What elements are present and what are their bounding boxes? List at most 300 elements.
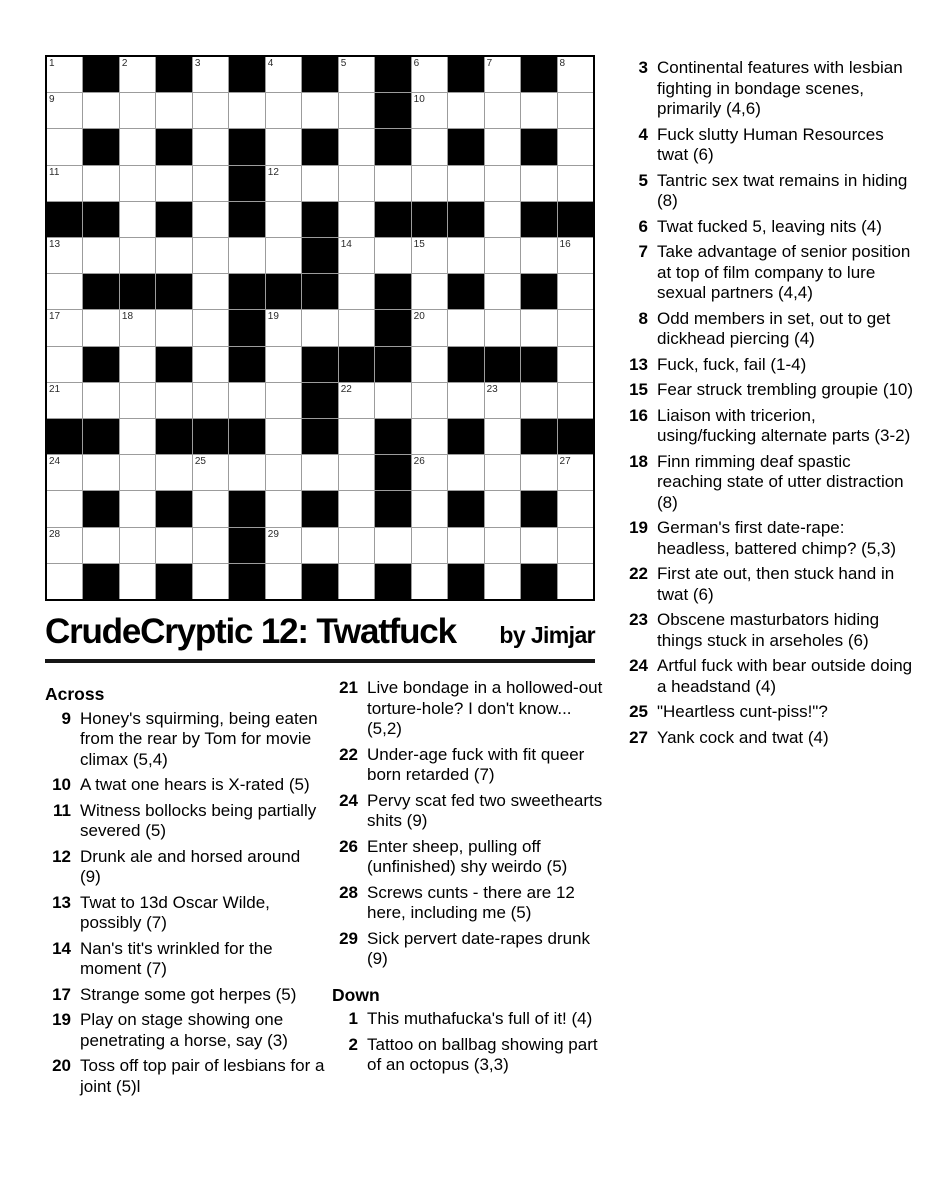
grid-cell-black: [521, 57, 556, 92]
grid-cell-black: [229, 528, 264, 563]
grid-cell[interactable]: [485, 419, 520, 454]
grid-cell[interactable]: [193, 202, 228, 237]
grid-cell[interactable]: [485, 455, 520, 490]
grid-cell[interactable]: [412, 455, 447, 490]
clue-item: [332, 1035, 604, 1076]
grid-cell-black: [521, 347, 556, 382]
grid-cell-black: [521, 274, 556, 309]
grid-cell[interactable]: [485, 383, 520, 418]
grid-cell[interactable]: [485, 166, 520, 201]
clue-item: [622, 242, 918, 304]
grid-cell[interactable]: [193, 57, 228, 92]
grid-cell[interactable]: [339, 383, 374, 418]
grid-cell[interactable]: [485, 274, 520, 309]
grid-cell-black: [375, 419, 410, 454]
grid-cell[interactable]: [558, 129, 593, 164]
grid-cell[interactable]: [521, 383, 556, 418]
grid-cell[interactable]: [266, 528, 301, 563]
grid-cell-black: [302, 419, 337, 454]
grid-cell-black: [521, 564, 556, 599]
cell-number: 18: [121, 311, 134, 323]
grid-cell-black: [229, 57, 264, 92]
grid-cell-black: [448, 274, 483, 309]
cell-number: 27: [559, 456, 571, 468]
clue-text: Under-age fuck with fit queer born retarded (7): [367, 744, 585, 784]
grid-cell[interactable]: [229, 238, 264, 273]
grid-cell[interactable]: [339, 310, 374, 345]
clue-number: 10: [52, 775, 71, 794]
grid-cell[interactable]: [266, 310, 301, 345]
grid-cell[interactable]: [448, 93, 483, 128]
grid-cell[interactable]: [448, 383, 483, 418]
clue-item: [622, 406, 918, 447]
grid-cell[interactable]: [558, 238, 593, 273]
grid-cell[interactable]: [412, 419, 447, 454]
grid-cell[interactable]: [193, 129, 228, 164]
grid-cell[interactable]: [558, 310, 593, 345]
grid-cell[interactable]: [339, 528, 374, 563]
grid-cell[interactable]: [266, 564, 301, 599]
grid-cell[interactable]: [521, 166, 556, 201]
grid-cell-black: [83, 564, 118, 599]
grid-cell-black: [521, 129, 556, 164]
clue-item: [332, 883, 604, 924]
grid-cell[interactable]: [47, 383, 82, 418]
grid-cell[interactable]: [558, 455, 593, 490]
clue-text: Fear struck trembling groupie (10): [657, 380, 914, 399]
grid-cell[interactable]: [485, 528, 520, 563]
cell-number: 21: [49, 383, 61, 395]
grid-cell-black: [229, 166, 264, 201]
clue-text: Witness bollocks being partially severed (5): [80, 800, 317, 840]
grid-cell[interactable]: [521, 93, 556, 128]
grid-cell[interactable]: [83, 238, 118, 273]
grid-cell[interactable]: [302, 310, 337, 345]
grid-cell-black: [156, 57, 191, 92]
grid-cell[interactable]: [156, 528, 191, 563]
grid-cell-black: [521, 202, 556, 237]
clue-number: 18: [629, 451, 648, 471]
grid-cell-black: [375, 491, 410, 526]
clue-text: Honey's squirming, being eaten from the rear by Tom for movie climax (5,4): [80, 708, 318, 769]
grid-cell[interactable]: [47, 347, 82, 382]
cell-number: 26: [413, 456, 425, 468]
grid-cell[interactable]: [83, 455, 118, 490]
down-section: [332, 985, 604, 1076]
grid-cell-black: [302, 57, 337, 92]
grid-cell-black: [229, 491, 264, 526]
grid-cell-black: [229, 274, 264, 309]
grid-cell[interactable]: [266, 166, 301, 201]
grid-cell-black: [375, 310, 410, 345]
grid-cell[interactable]: [266, 455, 301, 490]
grid-cell[interactable]: [558, 528, 593, 563]
clue-text: Take advantage of senior position at top of film company to lure sexual partners (4,4): [657, 242, 911, 302]
grid-cell[interactable]: [156, 93, 191, 128]
grid-cell[interactable]: [156, 238, 191, 273]
clue-item: [332, 678, 604, 740]
clue-text: Finn rimming deaf spastic reaching state of utter distraction (8): [657, 451, 904, 512]
clue-item: [45, 801, 325, 842]
grid-cell[interactable]: [156, 310, 191, 345]
grid-cell[interactable]: [266, 202, 301, 237]
cell-number: 25: [194, 456, 206, 468]
grid-cell[interactable]: [47, 57, 82, 92]
grid-cell[interactable]: [47, 491, 82, 526]
clue-number: 20: [52, 1056, 71, 1075]
grid-cell[interactable]: [266, 93, 301, 128]
grid-cell[interactable]: [412, 491, 447, 526]
grid-cell-black: [412, 202, 447, 237]
grid-cell[interactable]: [558, 57, 593, 92]
grid-cell[interactable]: [412, 347, 447, 382]
grid-cell[interactable]: [485, 129, 520, 164]
grid-cell[interactable]: [302, 166, 337, 201]
grid-cell[interactable]: [375, 383, 410, 418]
grid-cell[interactable]: [266, 383, 301, 418]
clue-number: 28: [339, 882, 358, 902]
across-clues-left: [45, 709, 325, 1098]
clue-number: 13: [629, 354, 648, 374]
grid-cell[interactable]: [339, 564, 374, 599]
middle-clues-column: [332, 678, 604, 1081]
grid-cell[interactable]: [120, 419, 155, 454]
cell-number: 23: [486, 383, 498, 395]
grid-cell[interactable]: [229, 383, 264, 418]
clue-text: Live bondage in a hollowed-out torture-hole? I don't know... (5,2): [367, 678, 603, 738]
grid-cell[interactable]: [521, 528, 556, 563]
grid-cell[interactable]: [339, 57, 374, 92]
grid-cell-black: [47, 419, 82, 454]
grid-cell-black: [448, 57, 483, 92]
grid-cell[interactable]: [83, 310, 118, 345]
grid-cell[interactable]: [485, 238, 520, 273]
grid-cell[interactable]: [339, 202, 374, 237]
clue-text: Fuck, fuck, fail (1-4): [657, 354, 807, 374]
grid-cell[interactable]: [412, 93, 447, 128]
grid-cell[interactable]: [412, 166, 447, 201]
clue-number: 8: [638, 308, 648, 328]
grid-cell[interactable]: [521, 455, 556, 490]
clue-text: First ate out, then stuck hand in twat (6): [657, 564, 895, 604]
grid-cell-black: [83, 129, 118, 164]
grid-cell[interactable]: [266, 419, 301, 454]
grid-cell-black: [83, 57, 118, 92]
grid-cell[interactable]: [448, 455, 483, 490]
grid-cell[interactable]: [375, 528, 410, 563]
grid-cell[interactable]: [412, 57, 447, 92]
grid-cell-black: [302, 347, 337, 382]
grid-cell[interactable]: [266, 129, 301, 164]
grid-cell[interactable]: [412, 274, 447, 309]
grid-cell-black: [156, 491, 191, 526]
clue-item: [45, 893, 325, 934]
clue-text: Play on stage showing one penetrating a horse, say (3): [80, 1010, 288, 1050]
grid-cell-black: [375, 57, 410, 92]
clue-text: Continental features with lesbian fighting in bondage scenes, primarily (4,6): [657, 58, 903, 118]
grid-cell[interactable]: [485, 310, 520, 345]
down-clues-middle: [332, 1009, 604, 1076]
clue-item: [45, 847, 325, 888]
grid-cell[interactable]: [485, 564, 520, 599]
clue-item: [332, 745, 604, 786]
grid-cell[interactable]: [412, 238, 447, 273]
grid-cell[interactable]: [266, 57, 301, 92]
clue-text: German's first date-rape: headless, battered chimp? (5,3): [657, 518, 897, 558]
grid-cell[interactable]: [47, 455, 82, 490]
clue-text: This muthafucka's full of it! (4): [367, 1009, 593, 1028]
clue-item: [45, 985, 325, 1006]
grid-cell[interactable]: [448, 310, 483, 345]
grid-cell-black: [375, 202, 410, 237]
grid-cell-black: [83, 347, 118, 382]
cell-number: 8: [559, 58, 566, 69]
grid-cell[interactable]: [120, 383, 155, 418]
grid-cell[interactable]: [193, 383, 228, 418]
grid-cell[interactable]: [47, 129, 82, 164]
grid-cell[interactable]: [229, 455, 264, 490]
grid-cell[interactable]: [485, 93, 520, 128]
grid-cell-black: [156, 347, 191, 382]
page-title: CrudeCryptic 12: Twatfuck: [45, 612, 456, 651]
clue-number: 4: [638, 124, 648, 144]
grid-cell-black: [229, 202, 264, 237]
grid-cell[interactable]: [448, 238, 483, 273]
clue-item: [622, 656, 918, 697]
down-clues-column: [622, 58, 918, 753]
grid-cell[interactable]: [229, 93, 264, 128]
grid-cell[interactable]: [47, 564, 82, 599]
grid-cell[interactable]: [485, 202, 520, 237]
grid-cell[interactable]: [193, 274, 228, 309]
clue-text: Fuck slutty Human Resources twat (6): [657, 124, 884, 164]
grid-cell[interactable]: [120, 528, 155, 563]
clue-text: Enter sheep, pulling off (unfinished) shy weirdo (5): [367, 836, 568, 876]
grid-cell[interactable]: [193, 347, 228, 382]
grid-cell[interactable]: [485, 491, 520, 526]
grid-cell[interactable]: [412, 129, 447, 164]
grid-cell[interactable]: [339, 129, 374, 164]
grid-cell[interactable]: [412, 564, 447, 599]
clue-text: Toss off top pair of lesbians for a joint (5)l: [80, 1056, 325, 1096]
clue-text: "Heartless cunt-piss!"?: [657, 702, 828, 721]
grid-cell[interactable]: [339, 93, 374, 128]
grid-cell[interactable]: [448, 166, 483, 201]
clue-item: [622, 355, 918, 376]
grid-cell-black: [448, 347, 483, 382]
clue-item: [622, 171, 918, 212]
grid-cell[interactable]: [558, 93, 593, 128]
clue-item: [332, 837, 604, 878]
clue-item: [332, 929, 604, 970]
grid-cell[interactable]: [193, 166, 228, 201]
grid-cell[interactable]: [83, 166, 118, 201]
grid-cell[interactable]: [485, 57, 520, 92]
clue-text: Obscene masturbators hiding things stuck in arseholes (6): [657, 610, 880, 650]
grid-cell[interactable]: [339, 238, 374, 273]
grid-cell[interactable]: [193, 310, 228, 345]
clue-text: Tantric sex twat remains in hiding (8): [657, 170, 908, 210]
grid-cell[interactable]: [120, 310, 155, 345]
clue-item: [332, 791, 604, 832]
grid-cell[interactable]: [558, 383, 593, 418]
cell-number: 12: [267, 166, 279, 178]
grid-cell[interactable]: [339, 166, 374, 201]
grid-cell-black: [229, 347, 264, 382]
clue-text: Strange some got herpes (5): [80, 984, 297, 1004]
across-clues-column: [45, 684, 325, 1102]
grid-cell[interactable]: [558, 564, 593, 599]
clue-number: 23: [629, 610, 648, 629]
grid-cell[interactable]: [448, 528, 483, 563]
grid-cell-black: [302, 238, 337, 273]
grid-cell[interactable]: [120, 238, 155, 273]
clue-number: 27: [629, 727, 648, 747]
grid-cell[interactable]: [375, 238, 410, 273]
grid-cell[interactable]: [120, 129, 155, 164]
clue-item: [622, 452, 918, 514]
crossword-grid: [45, 55, 595, 601]
clue-number: 19: [629, 518, 648, 537]
grid-cell[interactable]: [47, 238, 82, 273]
grid-cell[interactable]: [266, 491, 301, 526]
grid-cell[interactable]: [339, 419, 374, 454]
grid-cell[interactable]: [193, 238, 228, 273]
grid-cell-black: [156, 202, 191, 237]
cell-number: 6: [413, 58, 420, 69]
grid-cell[interactable]: [302, 528, 337, 563]
clue-number: 21: [339, 678, 358, 697]
grid-cell[interactable]: [120, 166, 155, 201]
clue-text: Tattoo on ballbag showing part of an octopus (3,3): [367, 1034, 598, 1074]
grid-cell-black: [375, 129, 410, 164]
clue-number: 12: [52, 846, 71, 866]
grid-cell[interactable]: [120, 202, 155, 237]
grid-cell-black: [375, 455, 410, 490]
grid-cell[interactable]: [339, 455, 374, 490]
grid-cell-black: [83, 419, 118, 454]
clue-text: Screws cunts - there are 12 here, including me (5): [367, 882, 575, 922]
grid-cell[interactable]: [47, 310, 82, 345]
grid-cell[interactable]: [83, 528, 118, 563]
grid-cell[interactable]: [193, 564, 228, 599]
grid-cell[interactable]: [120, 491, 155, 526]
grid-cell[interactable]: [521, 310, 556, 345]
clue-item: [45, 775, 325, 796]
grid-cell-black: [229, 419, 264, 454]
grid-cell[interactable]: [375, 166, 410, 201]
grid-cell[interactable]: [193, 455, 228, 490]
grid-cell[interactable]: [558, 347, 593, 382]
grid-cell-black: [558, 419, 593, 454]
cell-number: 29: [267, 528, 279, 540]
clue-number: 19: [52, 1010, 71, 1029]
grid-cell-black: [229, 129, 264, 164]
grid-cell[interactable]: [47, 528, 82, 563]
grid-cell-black: [448, 564, 483, 599]
grid-cell-black: [302, 129, 337, 164]
clue-number: 24: [629, 656, 648, 675]
cell-number: 3: [194, 58, 201, 69]
grid-cell[interactable]: [412, 528, 447, 563]
cell-number: 20: [413, 311, 425, 323]
grid-cell[interactable]: [558, 166, 593, 201]
grid-cell-black: [47, 202, 82, 237]
clue-item: [45, 1056, 325, 1097]
clue-text: Artful fuck with bear outside doing a headstand (4): [657, 656, 913, 696]
grid-cell-black: [193, 419, 228, 454]
down-clues-right: [622, 58, 918, 748]
grid-cell-black: [485, 347, 520, 382]
down-header: Down: [332, 984, 380, 1005]
grid-cell-black: [448, 202, 483, 237]
grid-cell[interactable]: [339, 491, 374, 526]
grid-cell[interactable]: [47, 166, 82, 201]
grid-cell[interactable]: [412, 383, 447, 418]
clue-text: Yank cock and twat (4): [657, 727, 829, 747]
clue-text: Nan's tit's wrinkled for the moment (7): [80, 938, 273, 978]
clue-item: [622, 610, 918, 651]
grid-cell[interactable]: [47, 274, 82, 309]
clue-number: 6: [638, 216, 648, 236]
grid-cell[interactable]: [120, 93, 155, 128]
grid-cell[interactable]: [156, 166, 191, 201]
grid-cell-black: [83, 491, 118, 526]
grid-cell[interactable]: [558, 274, 593, 309]
cell-number: 5: [340, 58, 347, 69]
clue-item: [622, 309, 918, 350]
clue-text: Twat to 13d Oscar Wilde, possibly (7): [80, 892, 270, 932]
grid-cell[interactable]: [47, 93, 82, 128]
grid-cell[interactable]: [193, 491, 228, 526]
cell-number: 13: [49, 239, 61, 250]
title-row: [45, 612, 595, 663]
clue-number: 15: [629, 380, 648, 399]
grid-cell[interactable]: [156, 383, 191, 418]
grid-cell[interactable]: [120, 347, 155, 382]
clue-item: [622, 728, 918, 749]
grid-cell[interactable]: [83, 383, 118, 418]
clue-number: 3: [638, 58, 648, 77]
grid-cell[interactable]: [266, 347, 301, 382]
grid-cell[interactable]: [412, 310, 447, 345]
grid-cell[interactable]: [302, 93, 337, 128]
grid-cell[interactable]: [120, 57, 155, 92]
grid-cell[interactable]: [193, 528, 228, 563]
grid-cell-black: [156, 419, 191, 454]
clue-item: [45, 709, 325, 771]
grid-cell-black: [229, 310, 264, 345]
clue-number: 22: [629, 564, 648, 583]
grid-cell[interactable]: [558, 491, 593, 526]
grid-cell[interactable]: [193, 93, 228, 128]
grid-cell[interactable]: [83, 93, 118, 128]
grid-cell[interactable]: [156, 455, 191, 490]
cell-number: 28: [49, 528, 61, 540]
grid-cell[interactable]: [521, 238, 556, 273]
grid-cell[interactable]: [302, 455, 337, 490]
grid-cell-black: [302, 491, 337, 526]
grid-cell[interactable]: [266, 238, 301, 273]
grid-cell-black: [156, 274, 191, 309]
cell-number: 11: [49, 166, 60, 178]
clue-item: [622, 702, 918, 723]
grid-cell[interactable]: [120, 564, 155, 599]
grid-cell-black: [448, 491, 483, 526]
clue-number: 7: [638, 242, 648, 261]
grid-cell[interactable]: [120, 455, 155, 490]
grid-cell[interactable]: [339, 274, 374, 309]
